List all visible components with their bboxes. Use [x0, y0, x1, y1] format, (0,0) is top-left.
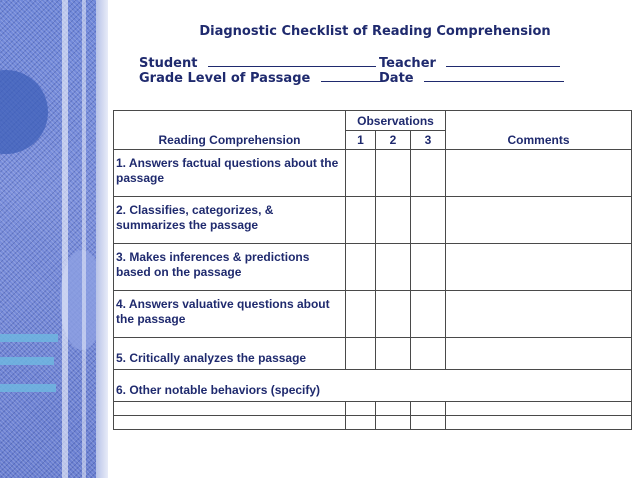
obs-3-header: 3 — [411, 131, 446, 150]
obs-cell[interactable] — [376, 197, 411, 244]
header-blank — [446, 111, 632, 131]
comments-cell[interactable] — [446, 244, 632, 291]
grade-field[interactable] — [139, 70, 383, 86]
criterion-label: 1. Answers factual questions about the passage — [114, 150, 346, 197]
obs-cell[interactable] — [346, 291, 376, 338]
obs-cell[interactable] — [376, 244, 411, 291]
obs-cell[interactable] — [346, 416, 376, 430]
comments-cell[interactable] — [446, 197, 632, 244]
table-row — [114, 338, 632, 370]
obs-cell[interactable] — [346, 402, 376, 416]
comments-cell[interactable] — [446, 402, 632, 416]
blank-cell[interactable] — [114, 416, 346, 430]
comments-header: Comments — [446, 131, 632, 150]
checklist-table — [113, 110, 632, 430]
date-label: Date — [379, 71, 414, 86]
blank-cell[interactable] — [114, 402, 346, 416]
obs-cell[interactable] — [411, 244, 446, 291]
table-row — [114, 402, 632, 416]
obs-cell[interactable] — [376, 402, 411, 416]
observations-header: Observations — [346, 111, 446, 131]
comments-cell[interactable] — [446, 416, 632, 430]
decorative-bar — [0, 357, 54, 365]
student-label: Student — [139, 56, 198, 71]
decorative-circle — [0, 70, 48, 154]
date-field[interactable] — [379, 70, 564, 86]
obs-cell[interactable] — [346, 150, 376, 197]
decorative-bar — [0, 334, 58, 342]
table-row — [114, 197, 632, 244]
criterion-label: 2. Classifies, categorizes, & summarizes the passage — [114, 197, 346, 244]
obs-1-header: 1 — [346, 131, 376, 150]
header-blank — [114, 111, 346, 131]
student-field[interactable] — [139, 55, 376, 71]
obs-cell[interactable] — [346, 197, 376, 244]
teacher-label: Teacher — [379, 56, 436, 71]
obs-cell[interactable] — [376, 150, 411, 197]
criterion-label: 5. Critically analyzes the passage — [114, 338, 346, 370]
decorative-stripe — [96, 0, 108, 478]
table-row — [114, 244, 632, 291]
teacher-field[interactable] — [379, 55, 560, 71]
obs-cell[interactable] — [411, 338, 446, 370]
table-row — [114, 370, 632, 402]
reading-comprehension-header: Reading Comprehension — [114, 131, 346, 150]
obs-cell[interactable] — [411, 416, 446, 430]
decorative-stripe — [62, 0, 68, 478]
teacher-blank[interactable] — [446, 55, 560, 67]
date-blank[interactable] — [424, 70, 564, 82]
criterion-label: 4. Answers valuative questions about the passage — [114, 291, 346, 338]
criterion-label: 3. Makes inferences & predictions based on the passage — [114, 244, 346, 291]
comments-cell[interactable] — [446, 150, 632, 197]
obs-cell[interactable] — [411, 150, 446, 197]
table-row — [114, 416, 632, 430]
comments-cell[interactable] — [446, 338, 632, 370]
obs-cell[interactable] — [376, 291, 411, 338]
decorative-stripe — [82, 0, 86, 478]
comments-cell[interactable] — [446, 291, 632, 338]
obs-cell[interactable] — [411, 291, 446, 338]
obs-cell[interactable] — [376, 338, 411, 370]
obs-cell[interactable] — [411, 197, 446, 244]
criterion-label: 6. Other notable behaviors (specify) — [114, 370, 632, 402]
page-title: Diagnostic Checklist of Reading Comprehension — [199, 24, 551, 39]
grade-blank[interactable] — [321, 70, 383, 82]
decorative-bar — [0, 384, 56, 392]
decorative-sidebar — [0, 0, 108, 478]
table-row — [114, 291, 632, 338]
obs-2-header: 2 — [376, 131, 411, 150]
student-blank[interactable] — [208, 55, 376, 67]
obs-cell[interactable] — [346, 244, 376, 291]
table-row — [114, 150, 632, 197]
obs-cell[interactable] — [376, 416, 411, 430]
grade-label: Grade Level of Passage — [139, 71, 311, 86]
obs-cell[interactable] — [411, 402, 446, 416]
obs-cell[interactable] — [346, 338, 376, 370]
